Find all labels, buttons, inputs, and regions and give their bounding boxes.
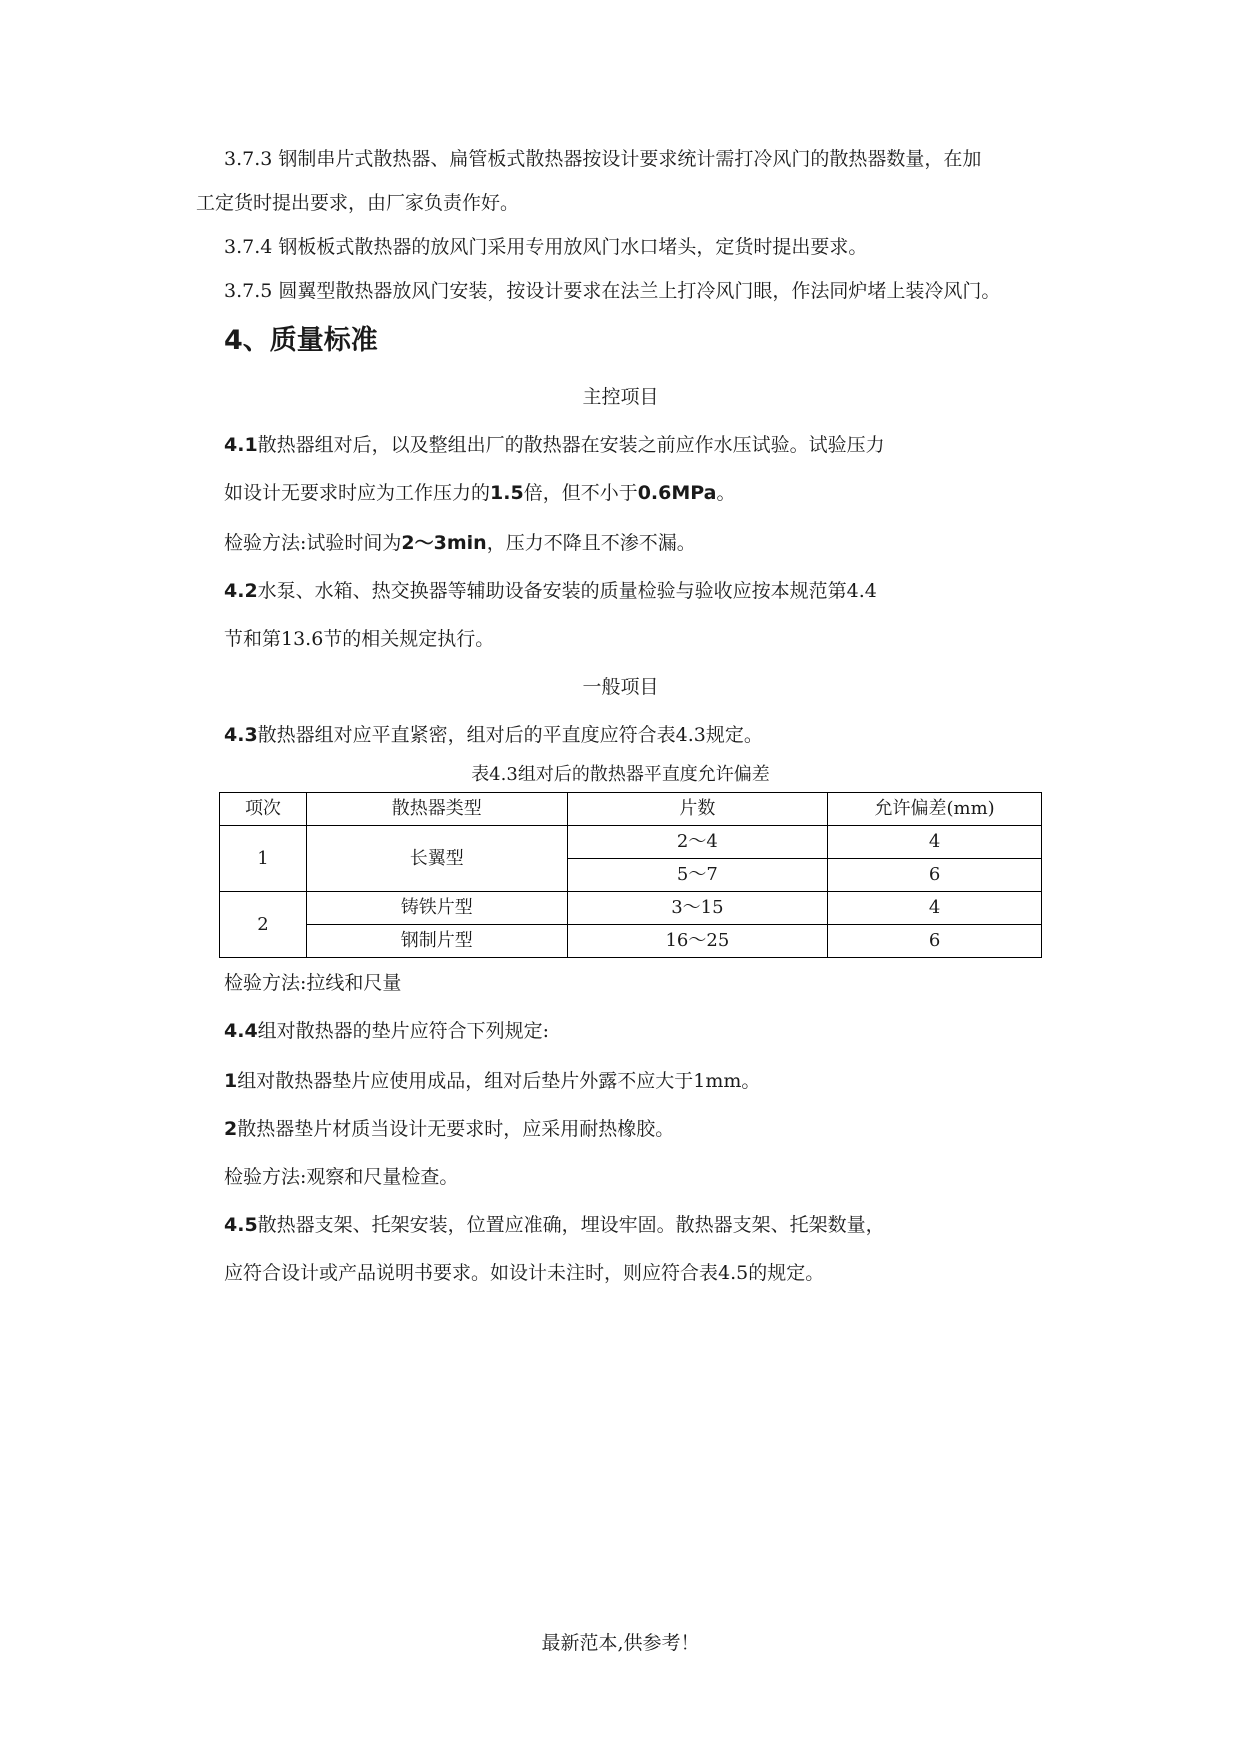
item-number: 2 [224,1118,238,1140]
deviation-cell: 4 [828,892,1042,925]
header-cell: 片数 [567,793,828,826]
clause-number: 4.1 [224,434,258,456]
table-row [220,925,1042,958]
type-cell: 长翼型 [306,826,567,892]
table-header-row [220,793,1042,826]
table-row [220,892,1042,925]
paragraph-4-2-line1 [224,578,877,604]
count-cell: 3～15 [567,892,828,925]
section-heading: 4、质量标准 [224,325,378,356]
paragraph-3-7-5: 3.7.5 圆翼型散热器放风门安装，按设计要求在法兰上打冷风门眼，作法同炉堵上装冷风门。 [224,280,1001,302]
item-text: 组对散热器垫片应使用成品，组对后垫片外露不应大于1mm。 [237,1070,761,1092]
clause-number: 4.2 [224,580,258,602]
page-footer: 最新范本,供参考！ [541,1632,700,1654]
count-cell: 2～4 [567,826,828,859]
header-cell: 散热器类型 [306,793,567,826]
clause-text: 散热器组对应平直紧密，组对后的平直度应符合表4.3规定。 [257,724,763,746]
count-cell: 5～7 [567,859,828,892]
paragraph-3-7-3-line1: 3.7.3 钢制串片式散热器、扁管板式散热器按设计要求统计需打冷风门的散热器数量，在加 [224,148,982,170]
text-segment: 。 [716,482,736,504]
table-caption: 表4.3组对后的散热器平直度允许偏差 [471,764,770,785]
text-segment: 检验方法:试验时间为 [224,532,402,554]
paragraph-3-7-3-line2: 工定货时提出要求，由厂家负责作好。 [196,192,520,214]
paragraph-4-4 [224,1018,549,1044]
type-cell: 铸铁片型 [306,892,567,925]
value-segment: 1.5 [490,482,524,504]
type-cell: 钢制片型 [306,925,567,958]
value-segment: 0.6MPa [637,482,717,504]
table-row [220,826,1042,859]
paragraph-4-4-item2 [224,1116,674,1142]
main-items-title: 主控项目 [582,386,659,408]
paragraph-4-4-method: 检验方法:观察和尺量检查。 [224,1166,459,1188]
count-cell: 16～25 [567,925,828,958]
text-segment: ，压力不降且不渗不漏。 [486,532,696,554]
clause-text: 散热器组对后，以及整组出厂的散热器在安装之前应作水压试验。试验压力 [257,434,885,456]
deviation-cell: 6 [828,859,1042,892]
paragraph-3-7-4: 3.7.4 钢板板式散热器的放风门采用专用放风门水口堵头，定货时提出要求。 [224,236,868,258]
header-cell: 项次 [220,793,307,826]
deviation-cell: 4 [828,826,1042,859]
clause-text: 水泵、水箱、热交换器等辅助设备安装的质量检验与验收应按本规范第4.4 [257,580,877,602]
clause-text: 散热器支架、托架安装，位置应准确，埋设牢固。散热器支架、托架数量， [257,1214,885,1236]
header-cell: 允许偏差(mm) [828,793,1042,826]
general-items-title: 一般项目 [582,676,659,698]
clause-text: 组对散热器的垫片应符合下列规定: [257,1020,550,1042]
clause-number: 4.5 [224,1214,258,1236]
paragraph-4-1-line2 [224,480,736,506]
paragraph-4-5-line2: 应符合设计或产品说明书要求。如设计未注时，则应符合表4.5的规定。 [224,1262,825,1284]
clause-number: 4.3 [224,724,258,746]
paragraph-4-2-line2: 节和第13.6节的相关规定执行。 [224,628,495,650]
text-segment: 倍，但不小于 [523,482,638,504]
item-number: 1 [224,1070,238,1092]
text-segment: 如设计无要求时应为工作压力的 [224,482,491,504]
paragraph-4-3 [224,722,763,748]
flatness-tolerance-table [219,792,1042,958]
value-segment: 2～3min [401,532,487,554]
item-cell: 2 [220,892,307,958]
item-text: 散热器垫片材质当设计无要求时，应采用耐热橡胶。 [237,1118,675,1140]
paragraph-4-4-item1 [224,1068,760,1094]
item-cell: 1 [220,826,307,892]
paragraph-4-1-line1 [224,432,885,458]
paragraph-4-3-method: 检验方法:拉线和尺量 [224,972,402,994]
clause-number: 4.4 [224,1020,258,1042]
paragraph-4-1-method [224,530,696,556]
paragraph-4-5-line1 [224,1212,885,1238]
deviation-cell: 6 [828,925,1042,958]
